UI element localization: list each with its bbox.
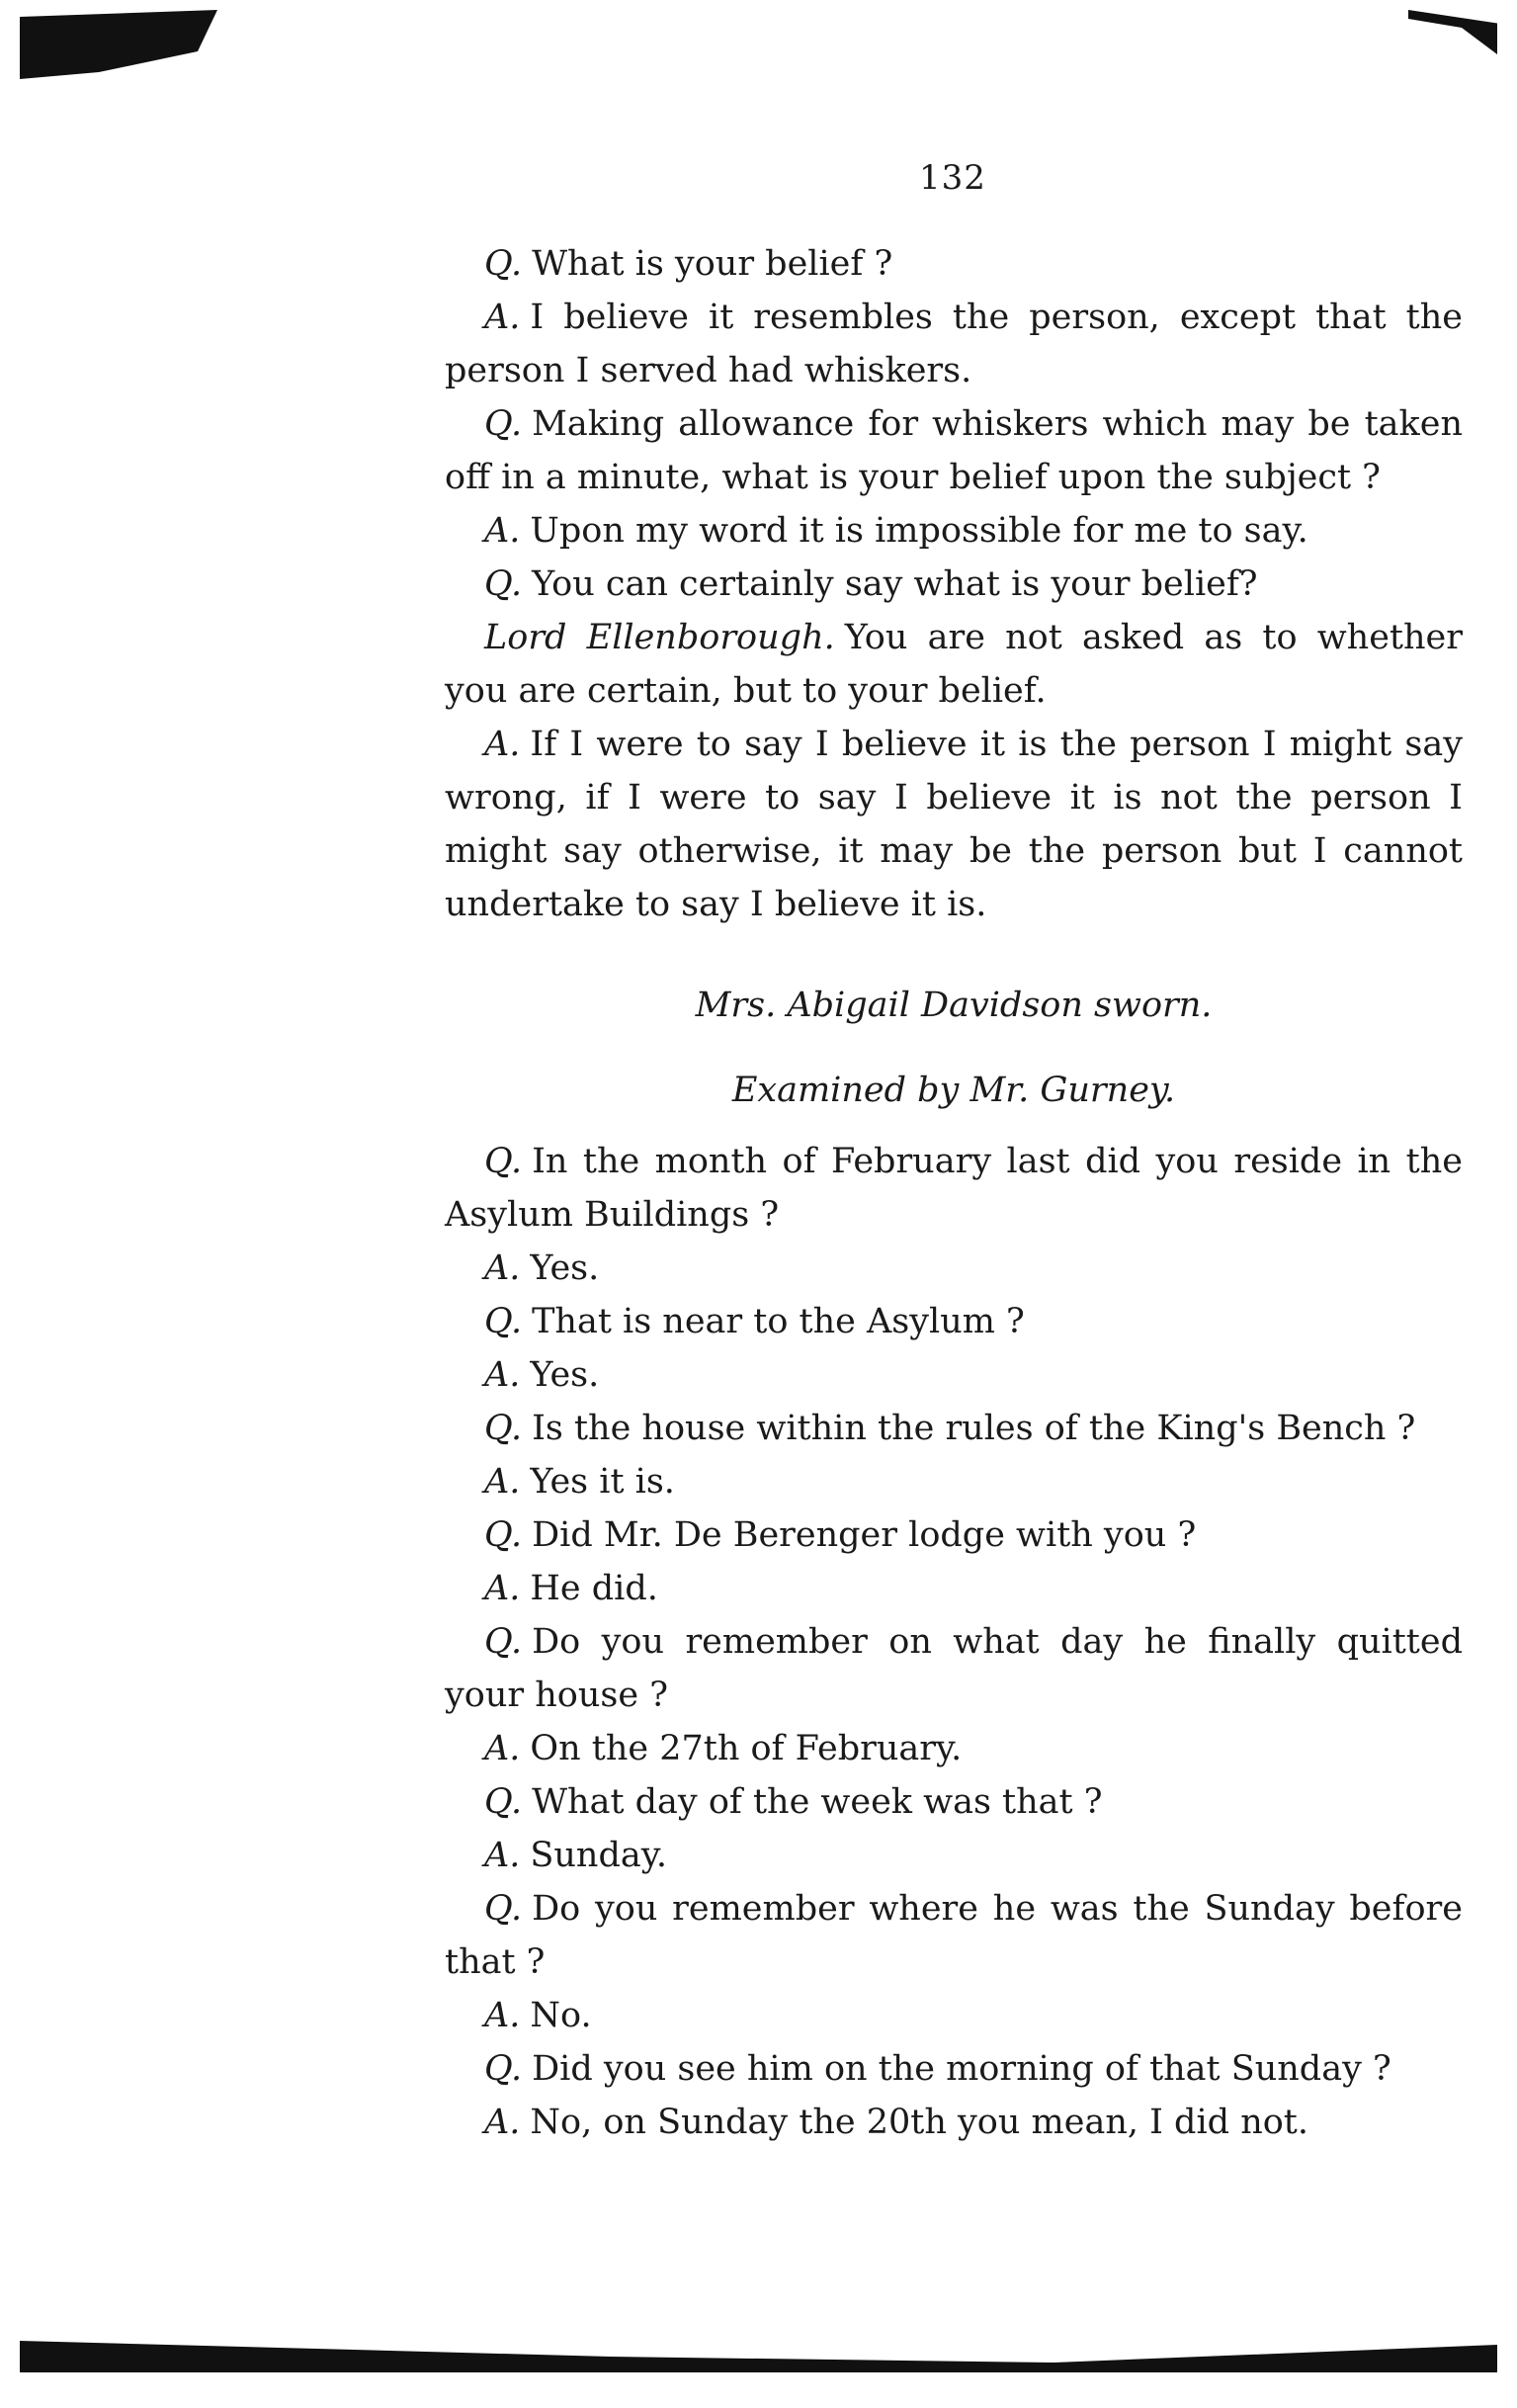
transcript-paragraph (445, 1402, 1463, 1455)
transcript-paragraph (445, 2096, 1463, 2149)
paragraph-text: I believe it resembles the person, except that the person I served had whiskers. (445, 298, 1463, 390)
speaker-label: Q. (484, 564, 523, 604)
paragraph-text: Do you remember where he was the Sunday before that ? (445, 1889, 1463, 1982)
transcript-paragraph (445, 1615, 1463, 1722)
paragraph-text: Upon my word it is impossible for me to say. (530, 511, 1308, 551)
speaker-label: Q. (484, 1889, 523, 1929)
paragraph-text: Making allowance for whiskers which may be taken off in a minute, what is your belief upon the subject ? (445, 404, 1463, 497)
paragraph-text: You can certainly say what is your belief? (532, 564, 1258, 604)
speaker-label: A. (484, 1569, 521, 1608)
speaker-label: Q. (484, 1622, 523, 1662)
speaker-label: Lord Ellenborough. (484, 618, 835, 657)
paragraph-text: Is the house within the rules of the King's Bench ? (532, 1409, 1416, 1448)
transcript-paragraph (445, 1455, 1463, 1508)
transcript-paragraph (445, 1348, 1463, 1402)
speaker-label: A. (484, 1729, 521, 1768)
page-number: 132 (919, 158, 986, 198)
scan-edge-mark-bottom (20, 2333, 1497, 2372)
speaker-label: A. (484, 1996, 521, 2035)
speaker-label: A. (484, 2103, 521, 2142)
transcript-paragraph (445, 2042, 1463, 2096)
paragraph-text: If I were to say I believe it is the person I might say wrong, if I were to say I believe it is not the person I might say otherwise, it may be the person but I cannot undertake to say I believe it is. (445, 725, 1463, 924)
transcript-paragraph (445, 1508, 1463, 1562)
transcript-paragraph (445, 1562, 1463, 1615)
transcript-paragraph (445, 1882, 1463, 1989)
transcript-paragraph (445, 1135, 1463, 1242)
transcript-paragraph (445, 237, 1463, 291)
paragraph-text: Yes it is. (530, 1462, 675, 1502)
transcript-paragraph (445, 1722, 1463, 1775)
paragraph-text: Did you see him on the morning of that Sunday ? (532, 2049, 1391, 2089)
speaker-label: Q. (484, 2049, 523, 2089)
speaker-label: A. (484, 725, 521, 764)
paragraph-text: Sunday. (530, 1836, 667, 1875)
transcript-paragraph (445, 1829, 1463, 1882)
transcript-paragraph (445, 397, 1463, 504)
speaker-label: A. (484, 298, 521, 337)
transcript-paragraph (445, 1295, 1463, 1348)
witness-heading: Mrs. Abigail Davidson sworn. (695, 986, 1213, 1025)
paragraph-text: He did. (530, 1569, 658, 1608)
speaker-label: A. (484, 1248, 521, 1288)
paragraph-text: In the month of February last did you reside in the Asylum Buildings ? (445, 1142, 1463, 1235)
paragraph-text: Yes. (530, 1355, 600, 1395)
transcript-paragraph (445, 504, 1463, 558)
scan-edge-mark-top-left (20, 10, 217, 79)
transcript-paragraph (445, 718, 1463, 931)
paragraph-text: No, on Sunday the 20th you mean, I did not. (530, 2103, 1308, 2142)
speaker-label: Q. (484, 1515, 523, 1555)
speaker-label: A. (484, 1355, 521, 1395)
paragraph-text: That is near to the Asylum ? (532, 1302, 1025, 1341)
transcript-paragraph (445, 1989, 1463, 2042)
scan-edge-mark-top-right (1408, 10, 1497, 54)
speaker-label: Q. (484, 1409, 523, 1448)
speaker-label: Q. (484, 1142, 523, 1181)
paragraph-text: Did Mr. De Berenger lodge with you ? (532, 1515, 1197, 1555)
transcript-paragraph (445, 291, 1463, 397)
transcript-paragraph (445, 1775, 1463, 1829)
transcript-paragraph (445, 558, 1463, 611)
paragraph-text: Do you remember on what day he finally quitted your house ? (445, 1622, 1463, 1715)
paragraph-text: What day of the week was that ? (532, 1782, 1103, 1822)
paragraph-text: Yes. (530, 1248, 600, 1288)
paragraph-text: On the 27th of February. (530, 1729, 963, 1768)
paragraph-text: No. (530, 1996, 592, 2035)
transcript-paragraph (445, 611, 1463, 718)
speaker-label: A. (484, 1462, 521, 1502)
speaker-label: Q. (484, 1302, 523, 1341)
examiner-subheading: Examined by Mr. Gurney. (731, 1071, 1176, 1110)
transcript-paragraph (445, 1242, 1463, 1295)
speaker-label: Q. (484, 1782, 523, 1822)
transcript-body (445, 237, 1463, 2149)
speaker-label: Q. (484, 404, 523, 444)
speaker-label: A. (484, 511, 521, 551)
speaker-label: A. (484, 1836, 521, 1875)
speaker-label: Q. (484, 244, 523, 284)
paragraph-text: You are not asked as to whether you are certain, but to your belief. (445, 618, 1463, 711)
paragraph-text: What is your belief ? (532, 244, 893, 284)
